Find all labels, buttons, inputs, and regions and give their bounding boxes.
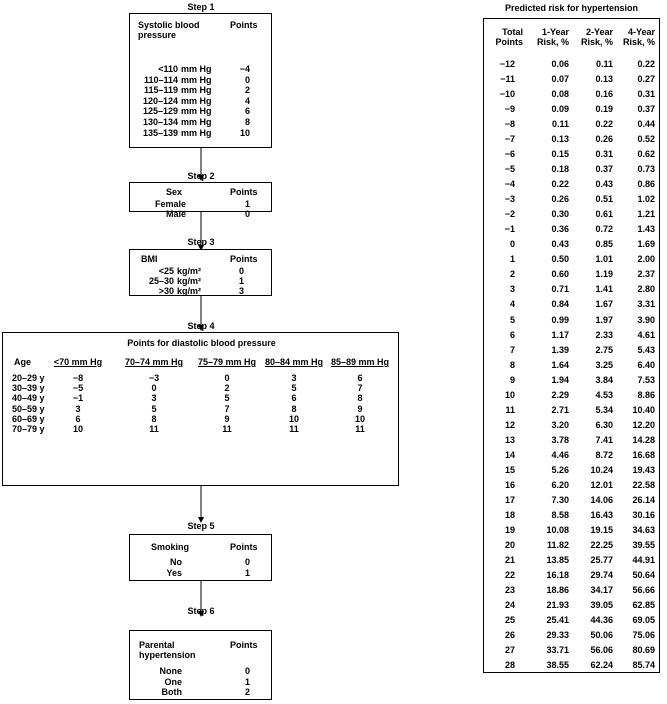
risk-value: 12.20 — [632, 419, 655, 430]
dbp-points: 11 — [149, 424, 159, 434]
dbp-points: 8 — [357, 393, 363, 404]
risk-value: 0.52 — [637, 134, 655, 145]
dbp-points: 0 — [151, 383, 157, 394]
risk-value: 62.85 — [632, 600, 655, 611]
risk-value: 22.25 — [590, 539, 613, 550]
smoking-label: No — [170, 557, 182, 567]
step1-title: Step 1 — [187, 2, 215, 12]
step3-title: Step 3 — [187, 237, 215, 247]
risk-value: 1.69 — [637, 239, 655, 250]
risk-value: 0.36 — [551, 224, 569, 235]
risk-value: 75.06 — [632, 630, 655, 641]
dbp-points: 5 — [224, 393, 230, 404]
dbp-points: 2 — [224, 383, 230, 394]
sex-label: Female — [154, 199, 186, 209]
sbp-unit: mm Hg — [181, 106, 212, 117]
sbp-points: 6 — [244, 106, 250, 117]
dbp-points: −1 — [72, 393, 84, 404]
bmi-range: <25 — [158, 266, 174, 276]
risk-total-points: 7 — [509, 344, 515, 355]
dbp-points: 6 — [357, 373, 363, 383]
risk-value: 56.66 — [632, 585, 655, 596]
risk-value: 6.40 — [637, 359, 655, 370]
risk-value: 0.19 — [595, 104, 613, 115]
risk-value: 34.63 — [632, 524, 655, 535]
sbp-range: 130–134 — [142, 117, 178, 127]
risk-value: 14.06 — [590, 494, 613, 505]
step2-header-sex: Sex — [166, 187, 183, 197]
risk-value: 0.43 — [595, 179, 613, 190]
risk-header-line1: 1-Year — [541, 27, 569, 37]
risk-total-points: 28 — [504, 660, 515, 671]
step4-title: Step 4 — [187, 321, 215, 331]
bmi-unit: kg/m² — [177, 266, 202, 276]
risk-total-points: −7 — [504, 134, 515, 145]
dbp-points: 5 — [151, 403, 157, 414]
risk-value: 0.07 — [551, 74, 569, 85]
risk-value: 0.60 — [551, 269, 569, 280]
sbp-range: 120–124 — [142, 95, 178, 106]
risk-value: 29.33 — [546, 630, 569, 641]
step1-header-points: Points — [230, 20, 258, 30]
dbp-age: 60–69 y — [12, 413, 45, 424]
risk-value: 4.53 — [595, 389, 613, 400]
risk-value: 33.71 — [546, 645, 569, 656]
risk-total-points: −10 — [499, 89, 515, 100]
risk-value: 1.17 — [551, 329, 569, 340]
dbp-points: −8 — [72, 373, 84, 383]
step4-box — [2, 332, 399, 486]
risk-header-line2: Risk, % — [536, 37, 569, 47]
risk-total-points: −9 — [504, 104, 515, 115]
risk-value: 8.72 — [595, 449, 613, 460]
risk-total-points: −5 — [504, 164, 515, 175]
risk-total-points: 25 — [504, 615, 515, 626]
risk-value: 1.67 — [595, 299, 613, 310]
risk-value: 39.55 — [632, 539, 655, 550]
dbp-points: 8 — [291, 403, 297, 414]
risk-total-points: 17 — [504, 494, 515, 505]
dbp-points: 10 — [354, 413, 365, 424]
risk-value: 0.62 — [637, 149, 655, 160]
risk-total-points: 5 — [509, 314, 515, 325]
step6-header-left-line2: hypertension — [139, 650, 196, 660]
dbp-points: 7 — [357, 383, 363, 394]
risk-value: 21.93 — [546, 600, 569, 611]
risk-value: 2.75 — [595, 344, 613, 355]
sbp-points: 8 — [244, 117, 250, 127]
step6-title: Step 6 — [187, 606, 215, 616]
risk-total-points: −3 — [504, 194, 515, 205]
risk-total-points: −12 — [499, 59, 515, 69]
risk-value: 1.94 — [551, 374, 569, 385]
risk-value: 0.16 — [595, 89, 613, 100]
risk-value: 19.43 — [632, 464, 655, 475]
risk-value: 6.20 — [551, 479, 569, 490]
risk-value: 7.41 — [595, 434, 613, 445]
risk-value: 29.74 — [590, 570, 613, 581]
dbp-column-header: 80–84 mm Hg — [264, 357, 324, 367]
risk-value: 80.69 — [632, 645, 655, 656]
dbp-column-header: 75–79 mm Hg — [197, 357, 257, 367]
risk-total-points: 20 — [504, 539, 515, 550]
risk-value: 25.41 — [546, 615, 569, 626]
risk-value: 50.06 — [590, 630, 613, 641]
risk-value: 2.80 — [637, 284, 655, 295]
dbp-points: 11 — [222, 424, 232, 434]
dbp-points: 0 — [224, 373, 230, 383]
parental-label: None — [159, 666, 182, 676]
risk-value: 0.37 — [637, 104, 655, 115]
bmi-points: 3 — [238, 286, 244, 296]
risk-value: 0.84 — [551, 299, 569, 310]
step1-header-left-line1: Systolic blood — [138, 20, 200, 30]
risk-value: 7.53 — [637, 374, 655, 385]
risk-value: 0.73 — [637, 164, 655, 175]
parental-label: One — [164, 676, 182, 687]
risk-total-points: 4 — [509, 299, 515, 310]
risk-total-points: 23 — [504, 585, 515, 596]
sbp-unit: mm Hg — [181, 74, 212, 85]
risk-header-line2: Risk, % — [622, 37, 655, 47]
dbp-age: 20–29 y — [12, 373, 45, 383]
risk-value: 0.22 — [595, 119, 613, 130]
smoking-points: 0 — [244, 557, 250, 567]
dbp-points: 9 — [224, 413, 230, 424]
bmi-unit: kg/m² — [177, 276, 202, 286]
risk-value: 3.90 — [637, 314, 655, 325]
risk-value: 0.08 — [551, 89, 569, 100]
risk-value: 25.77 — [590, 554, 613, 565]
bmi-unit: kg/m² — [177, 286, 202, 296]
risk-value: 44.91 — [632, 554, 655, 565]
step4-header: Points for diastolic blood pressure — [127, 338, 276, 348]
risk-total-points: −1 — [504, 224, 515, 235]
risk-total-points: 10 — [504, 389, 515, 400]
risk-value: 0.13 — [595, 74, 613, 85]
risk-header-line2: Risk, % — [580, 37, 613, 47]
dbp-points: −5 — [72, 383, 84, 394]
risk-value: 0.50 — [551, 254, 569, 265]
step5-header-points: Points — [230, 542, 258, 552]
risk-value: 1.41 — [595, 284, 613, 295]
risk-total-points: 18 — [504, 509, 515, 520]
risk-header-line2: Points — [495, 37, 523, 47]
smoking-points: 1 — [244, 567, 250, 578]
sbp-range: <110 — [158, 64, 178, 74]
risk-total-points: −2 — [504, 209, 515, 220]
risk-value: 0.30 — [551, 209, 569, 220]
risk-value: 0.22 — [637, 59, 655, 69]
dbp-points: 3 — [291, 373, 297, 383]
risk-total-points: 6 — [509, 329, 515, 340]
risk-total-points: −8 — [504, 119, 515, 130]
risk-value: 44.36 — [590, 615, 613, 626]
sex-points: 1 — [244, 199, 250, 209]
step1-header-left-line2: pressure — [138, 30, 177, 40]
step6-header-left-line1: Parental — [139, 640, 175, 650]
risk-value: 0.13 — [551, 134, 569, 145]
dbp-points: 6 — [291, 393, 297, 404]
risk-value: 39.05 — [590, 600, 613, 611]
risk-value: 0.15 — [551, 149, 569, 160]
risk-value: 0.18 — [551, 164, 569, 175]
risk-value: 69.05 — [632, 615, 655, 626]
risk-value: 10.40 — [632, 404, 655, 415]
dbp-column-header: <70 mm Hg — [53, 357, 103, 367]
risk-value: 1.97 — [595, 314, 613, 325]
risk-total-points: 16 — [504, 479, 515, 490]
step6-header-points: Points — [230, 640, 258, 650]
risk-value: 1.43 — [637, 224, 655, 235]
risk-value: 16.68 — [632, 449, 655, 460]
parental-points: 0 — [244, 666, 250, 676]
risk-value: 85.74 — [632, 660, 655, 671]
risk-value: 30.16 — [632, 509, 655, 520]
risk-value: 2.29 — [551, 389, 569, 400]
risk-value: 26.14 — [632, 494, 655, 505]
risk-value: 1.19 — [595, 269, 613, 280]
risk-value: 0.26 — [551, 194, 569, 205]
risk-value: 1.64 — [551, 359, 569, 370]
sbp-unit: mm Hg — [181, 85, 212, 96]
risk-total-points: 8 — [509, 359, 515, 370]
risk-value: 34.17 — [590, 585, 613, 596]
risk-value: 0.31 — [637, 89, 655, 100]
risk-total-points: 3 — [509, 284, 515, 295]
dbp-points: −3 — [148, 373, 160, 383]
risk-value: 6.30 — [595, 419, 613, 430]
risk-value: 0.99 — [551, 314, 569, 325]
risk-value: 11.82 — [546, 539, 569, 550]
dbp-age: 30–39 y — [12, 383, 45, 394]
dbp-column-header: 85–89 mm Hg — [330, 357, 390, 367]
risk-value: 3.31 — [637, 299, 655, 310]
parental-points: 2 — [244, 687, 250, 697]
step3-header-bmi: BMI — [141, 254, 158, 264]
risk-value: 3.78 — [551, 434, 569, 445]
dbp-points: 3 — [151, 393, 157, 404]
sbp-unit: mm Hg — [181, 64, 212, 74]
risk-value: 1.21 — [637, 209, 655, 220]
risk-value: 2.33 — [595, 329, 613, 340]
risk-total-points: 15 — [504, 464, 515, 475]
risk-header-line1: Total — [502, 27, 523, 37]
risk-value: 0.61 — [595, 209, 613, 220]
risk-total-points: 12 — [504, 419, 515, 430]
risk-total-points: −6 — [504, 149, 515, 160]
risk-value: 1.01 — [595, 254, 613, 265]
risk-value: 2.00 — [637, 254, 655, 265]
risk-value: 0.11 — [551, 119, 569, 130]
risk-total-points: 21 — [504, 554, 515, 565]
risk-value: 0.85 — [595, 239, 613, 250]
risk-total-points: 26 — [504, 630, 515, 641]
sbp-range: 115–119 — [143, 85, 178, 96]
risk-value: 0.71 — [551, 284, 569, 295]
risk-value: 0.31 — [595, 149, 613, 160]
risk-value: 38.55 — [546, 660, 569, 671]
bmi-points: 0 — [238, 266, 244, 276]
risk-value: 22.58 — [632, 479, 655, 490]
sbp-range: 135–139 — [142, 127, 178, 138]
risk-value: 14.28 — [632, 434, 655, 445]
sbp-range: 110–114 — [143, 74, 178, 85]
sbp-points: 10 — [239, 127, 250, 138]
step2-title: Step 2 — [187, 171, 215, 181]
risk-header-line1: 2-Year — [585, 27, 613, 37]
risk-value: 62.24 — [590, 660, 613, 671]
step2-box — [129, 182, 272, 219]
bmi-range: 25–30 — [148, 276, 174, 286]
step5-title: Step 5 — [187, 521, 215, 531]
step5-box — [129, 534, 272, 581]
risk-value: 3.20 — [551, 419, 569, 430]
risk-value: 3.84 — [595, 374, 613, 385]
parental-label: Both — [161, 687, 182, 697]
risk-total-points: 19 — [504, 524, 515, 535]
risk-total-points: 1 — [509, 254, 515, 265]
risk-value: 1.02 — [637, 194, 655, 205]
risk-total-points: 24 — [504, 600, 515, 611]
risk-value: 56.06 — [590, 645, 613, 656]
risk-value: 12.01 — [590, 479, 613, 490]
risk-total-points: 9 — [509, 374, 515, 385]
risk-value: 3.25 — [595, 359, 613, 370]
risk-value: 0.51 — [595, 194, 613, 205]
sex-points: 0 — [244, 209, 250, 219]
dbp-column-header: 70–74 mm Hg — [124, 357, 184, 367]
risk-value: 0.86 — [637, 179, 655, 190]
risk-total-points: 0 — [509, 239, 515, 250]
risk-value: 1.39 — [551, 344, 569, 355]
dbp-points: 3 — [75, 403, 81, 414]
risk-value: 13.85 — [546, 554, 569, 565]
sbp-points: 2 — [244, 85, 250, 96]
dbp-points: 5 — [291, 383, 297, 394]
dbp-age: 40–49 y — [12, 393, 45, 404]
dbp-points: 10 — [288, 413, 299, 424]
step1-box — [129, 13, 272, 148]
step3-box — [129, 249, 272, 296]
parental-points: 1 — [244, 676, 250, 687]
risk-value: 8.58 — [551, 509, 569, 520]
bmi-range: >30 — [158, 286, 174, 296]
risk-value: 4.46 — [551, 449, 569, 460]
sbp-points: 0 — [244, 74, 250, 85]
risk-total-points: 2 — [509, 269, 515, 280]
sbp-unit: mm Hg — [181, 127, 212, 138]
risk-total-points: 13 — [504, 434, 515, 445]
risk-value: 2.37 — [637, 269, 655, 280]
dbp-points: 10 — [72, 424, 83, 434]
risk-table-title: Predicted risk for hypertension — [504, 3, 639, 13]
risk-value: 0.43 — [551, 239, 569, 250]
risk-value: 0.26 — [595, 134, 613, 145]
dbp-points: 11 — [355, 424, 365, 434]
risk-value: 10.24 — [590, 464, 613, 475]
risk-value: 8.86 — [637, 389, 655, 400]
bmi-points: 1 — [238, 276, 244, 286]
step2-header-points: Points — [230, 187, 258, 197]
sbp-points: 4 — [244, 95, 250, 106]
sbp-unit: mm Hg — [181, 95, 212, 106]
step3-header-points: Points — [230, 254, 258, 264]
risk-value: 0.27 — [637, 74, 655, 85]
risk-value: 0.22 — [551, 179, 569, 190]
risk-total-points: 22 — [504, 570, 515, 581]
risk-value: 0.09 — [551, 104, 569, 115]
risk-value: 5.26 — [551, 464, 569, 475]
risk-value: 16.43 — [590, 509, 613, 520]
risk-header-line1: 4-Year — [627, 27, 655, 37]
step4-age-label: Age — [14, 357, 32, 367]
risk-total-points: −11 — [500, 74, 515, 85]
risk-value: 10.08 — [546, 524, 569, 535]
dbp-points: 6 — [75, 413, 81, 424]
risk-value: 0.44 — [637, 119, 655, 130]
risk-value: 5.43 — [637, 344, 655, 355]
risk-total-points: −4 — [504, 179, 515, 190]
dbp-age: 70–79 y — [12, 424, 45, 434]
risk-total-points: 14 — [504, 449, 515, 460]
sbp-unit: mm Hg — [181, 117, 212, 127]
risk-total-points: 11 — [505, 404, 515, 415]
risk-value: 16.18 — [546, 570, 569, 581]
sbp-range: 125–129 — [142, 106, 178, 117]
risk-value: 0.11 — [595, 59, 613, 69]
risk-value: 0.72 — [595, 224, 613, 235]
sex-label: Male — [165, 209, 186, 219]
dbp-points: 11 — [289, 424, 299, 434]
risk-value: 0.06 — [551, 59, 569, 69]
risk-value: 19.15 — [590, 524, 613, 535]
risk-value: 2.71 — [551, 404, 569, 415]
risk-value: 4.61 — [637, 329, 655, 340]
risk-table-box — [483, 18, 660, 673]
dbp-points: 8 — [151, 413, 157, 424]
risk-value: 0.37 — [595, 164, 613, 175]
risk-value: 50.64 — [632, 570, 655, 581]
step5-header-smoking: Smoking — [151, 542, 190, 552]
dbp-points: 9 — [357, 403, 363, 414]
risk-value: 7.30 — [551, 494, 569, 505]
dbp-age: 50–59 y — [12, 403, 45, 414]
sbp-points: −4 — [239, 64, 250, 74]
risk-value: 5.34 — [595, 404, 613, 415]
step6-box — [129, 630, 272, 700]
dbp-points: 7 — [224, 403, 230, 414]
risk-value: 18.86 — [546, 585, 569, 596]
risk-total-points: 27 — [504, 645, 515, 656]
smoking-label: Yes — [166, 567, 182, 578]
